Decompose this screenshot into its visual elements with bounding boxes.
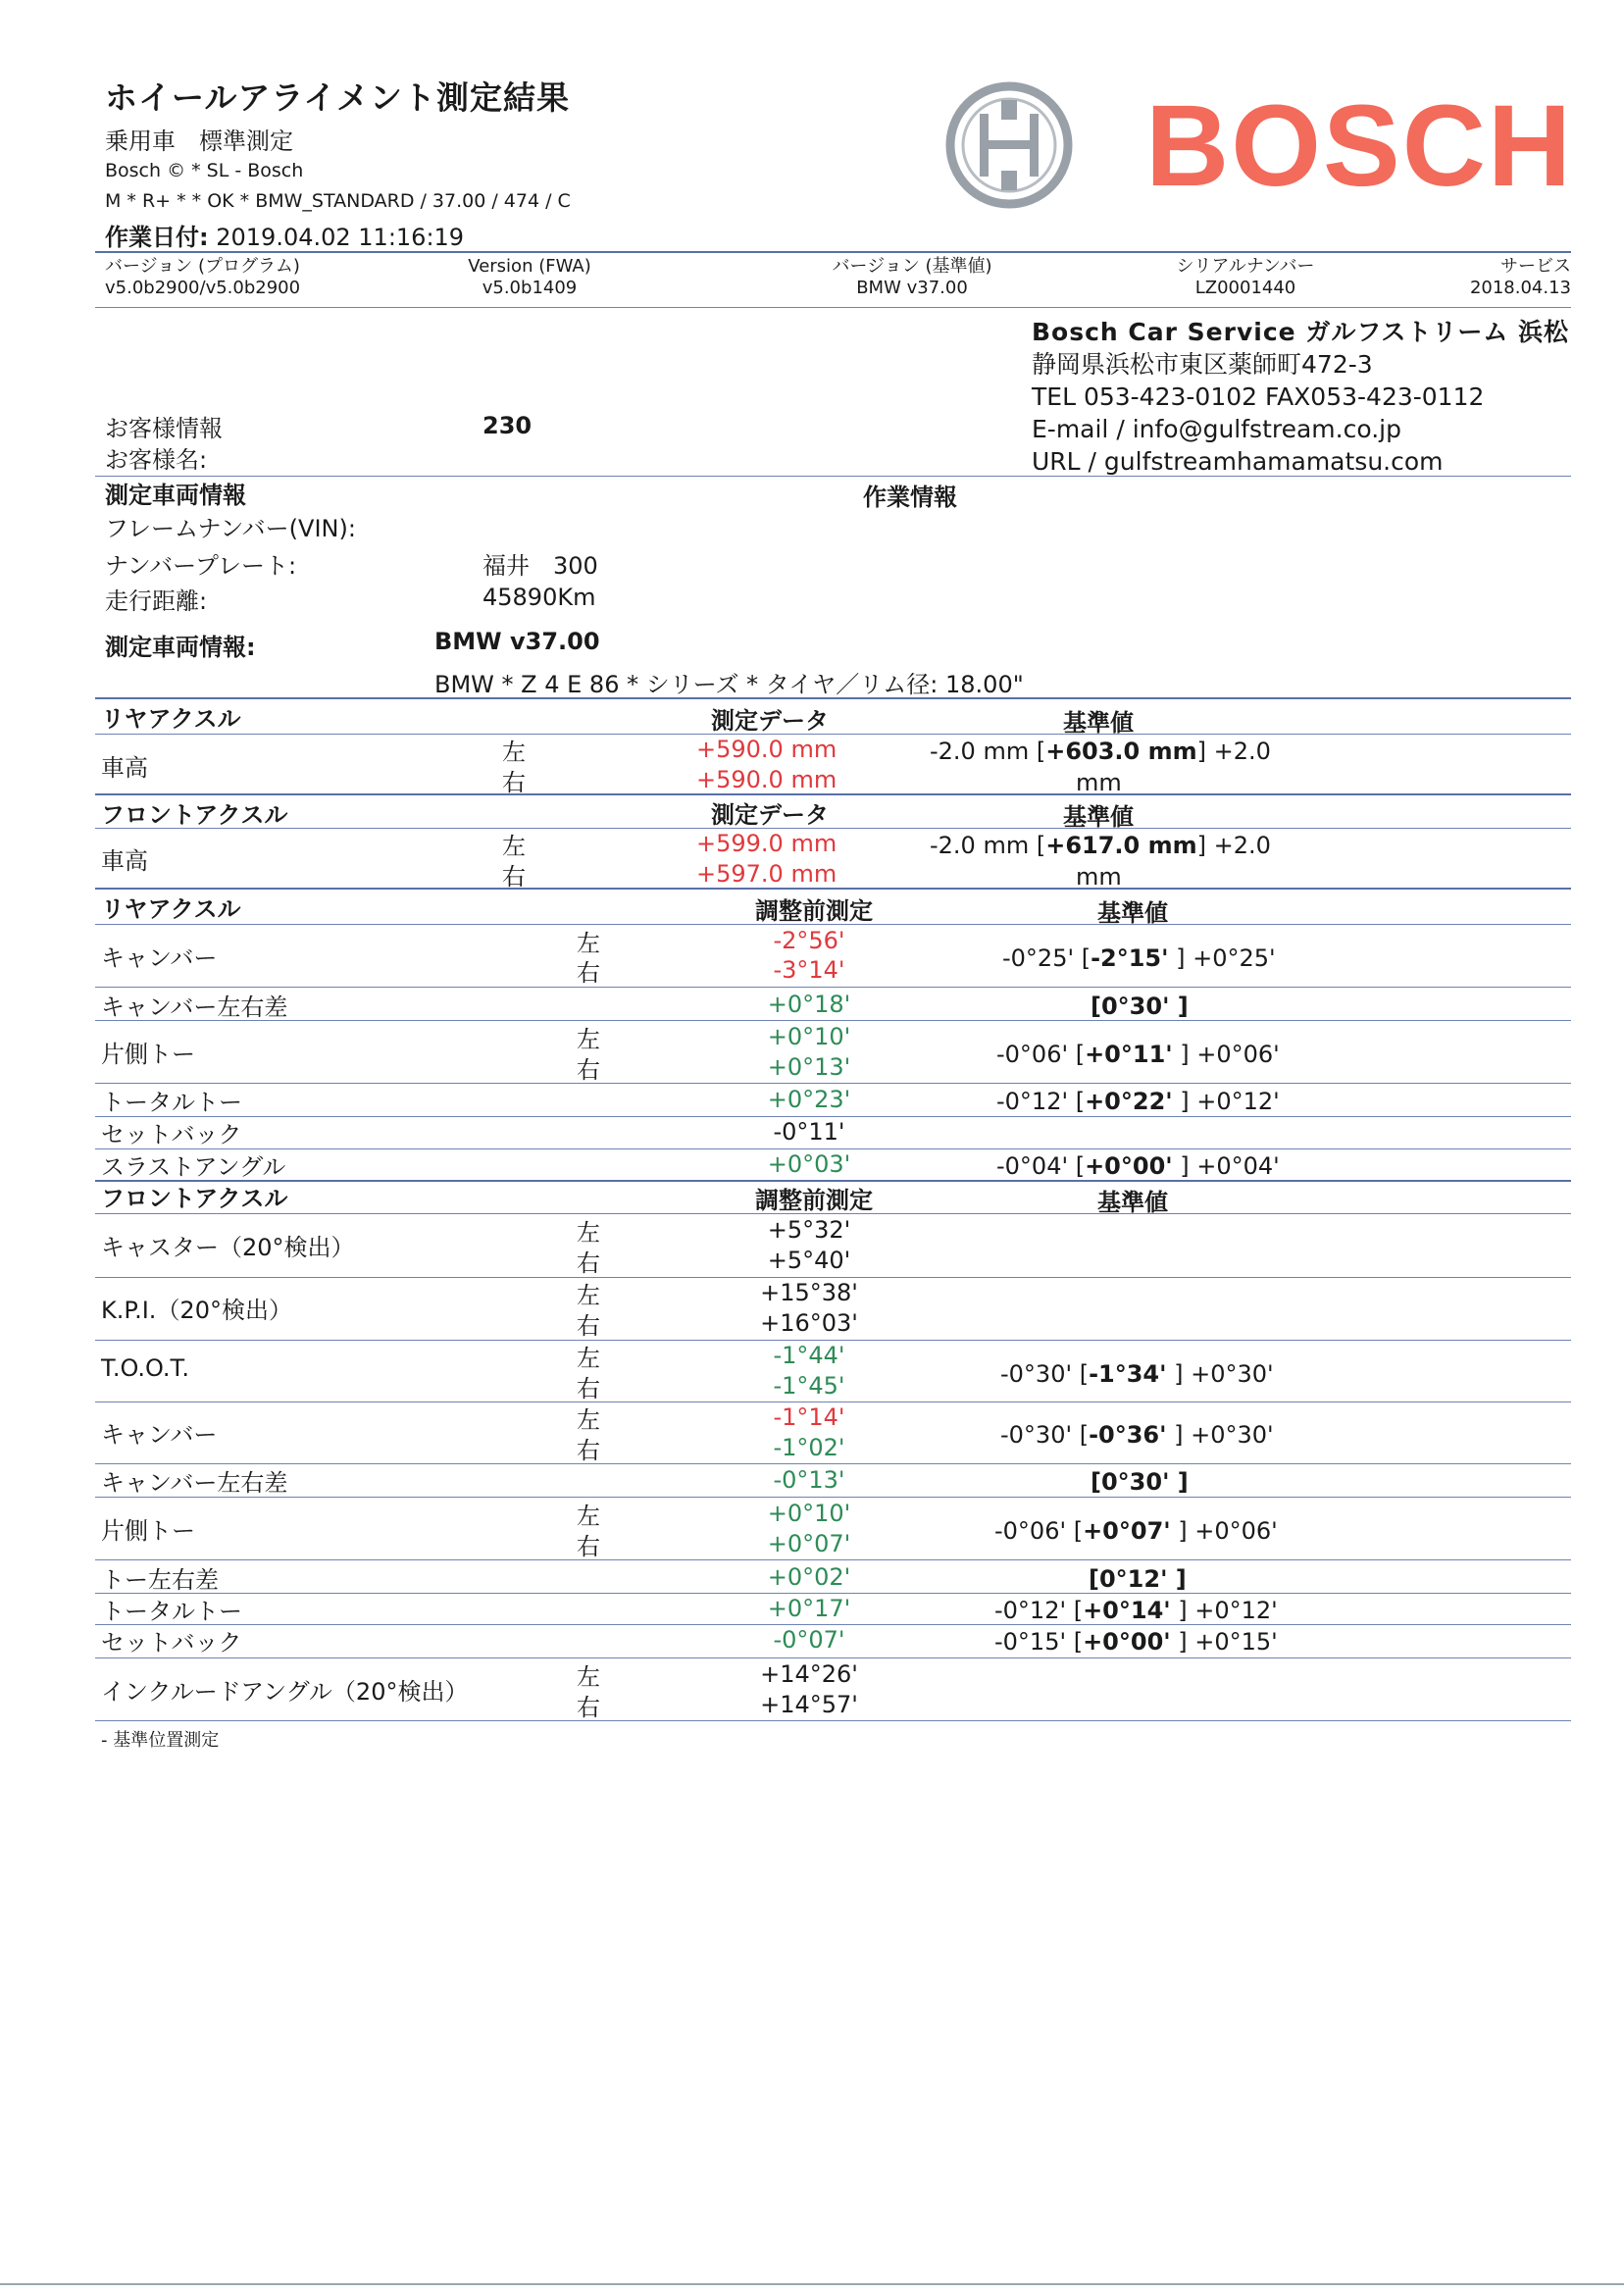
rear-height-top-rule: [95, 697, 1571, 699]
version-standard-value: BMW v37.00: [856, 278, 968, 298]
front-setback-value: -0°07': [773, 1626, 845, 1654]
header-divider: [95, 251, 1571, 253]
customer-info-label: お客様情報: [105, 415, 223, 442]
rear-height-item: 車高: [101, 754, 148, 782]
rear-camber-diff-value: +0°18': [767, 991, 851, 1018]
thrust-angle-label: スラストアングル: [101, 1153, 286, 1181]
toot-std-nominal: -1°34': [1089, 1360, 1167, 1388]
toot-std-post: ] +0°30': [1166, 1360, 1274, 1388]
front-setback-std-pre: -0°15' [: [994, 1628, 1084, 1656]
front-toe-left: +0°10': [767, 1500, 851, 1527]
customer-divider: [95, 476, 1571, 477]
model-detail: BMW * Z 4 E 86 * シリーズ * タイヤ／リム径: 18.00": [434, 671, 1024, 698]
toot-left: -1°44': [773, 1342, 845, 1369]
rear-setback-value: -0°11': [773, 1118, 845, 1146]
rear-toe-std-pre: -0°06' [: [996, 1041, 1086, 1068]
front-height-col-std: 基準値: [1063, 803, 1134, 831]
work-date-label: 作業日付:: [105, 224, 209, 251]
row-rule: [95, 1593, 1571, 1594]
front-height-std-post: ] +2.0: [1196, 832, 1271, 859]
front-total-toe-value: +0°17': [767, 1595, 851, 1622]
meta-line-1: Bosch © * SL - Bosch: [105, 160, 304, 181]
service-date-value: 2018.04.13: [1469, 278, 1571, 298]
version-program-value: v5.0b2900/v5.0b2900: [105, 278, 301, 298]
side-left-label: 左: [577, 1503, 600, 1530]
front-setback-std: [994, 1628, 1278, 1656]
row-rule: [95, 987, 1571, 988]
front-total-toe-label: トータルトー: [101, 1598, 242, 1625]
side-left-label: 左: [577, 930, 600, 957]
included-angle-right: +14°57': [760, 1691, 858, 1718]
shop-name: Bosch Car Service ガルフストリーム 浜松: [1032, 318, 1570, 346]
rear-total-toe-std-post: ] +0°12': [1172, 1088, 1280, 1115]
side-right-label: 右: [577, 1533, 600, 1560]
rear-camber-diff-std: [0°30' ]: [1091, 993, 1189, 1020]
model-label: 測定車両情報:: [105, 634, 256, 661]
rear-toe-right: +0°13': [767, 1053, 851, 1081]
front-camber-left: -1°14': [773, 1403, 845, 1431]
front-total-toe-std-pre: -0°12' [: [994, 1597, 1084, 1624]
front-axle-col-std: 基準値: [1097, 1189, 1168, 1216]
vehicle-section-label: 測定車両情報: [105, 482, 246, 509]
rear-toe-std-nominal: +0°11': [1085, 1041, 1173, 1068]
rear-height-col-measure: 測定データ: [711, 707, 829, 735]
work-date: [105, 218, 464, 252]
shop-info: [1032, 316, 1569, 478]
front-height-std: [930, 832, 1271, 859]
caster-left: +5°32': [767, 1216, 851, 1244]
rear-height-section: リヤアクスル: [101, 705, 241, 733]
side-right-label: 右: [577, 1437, 600, 1464]
rear-camber-left: -2°56': [773, 927, 845, 954]
bosch-armature-logo-icon: [944, 80, 1074, 210]
front-total-toe-std: [994, 1597, 1278, 1624]
side-left-label: 左: [577, 1345, 600, 1372]
side-right-label: 右: [577, 1056, 600, 1084]
serial-number-value: LZ0001440: [1194, 278, 1296, 298]
rear-toe-std-post: ] +0°06': [1172, 1041, 1280, 1068]
front-toe-right: +0°07': [767, 1530, 851, 1557]
row-rule: [95, 1020, 1571, 1021]
row-rule: [95, 1116, 1571, 1117]
rear-axle-section: リヤアクスル: [101, 895, 241, 923]
front-camber-std-nominal: -0°36': [1089, 1421, 1167, 1449]
customer-info-value: 230: [482, 412, 533, 439]
serial-number: [1147, 256, 1344, 299]
table-bottom-rule: [95, 1720, 1571, 1721]
shop-url: URL / gulfstreamhamamatsu.com: [1032, 447, 1444, 476]
version-standard-label: バージョン (基準値): [832, 256, 992, 277]
side-left-label: 左: [502, 739, 526, 766]
report-subtitle: 乗用車 標準測定: [105, 127, 293, 155]
thrust-angle-std-pre: -0°04' [: [996, 1152, 1086, 1180]
front-height-std-unit: mm: [1076, 863, 1122, 891]
front-camber-diff-value: -0°13': [773, 1466, 845, 1494]
side-left-label: 左: [577, 1406, 600, 1434]
front-toe-std-nominal: +0°07': [1083, 1517, 1171, 1545]
rear-height-std-nominal: +603.0 mm: [1045, 738, 1197, 765]
front-camber-std-pre: -0°30' [: [1000, 1421, 1090, 1449]
front-toe-label: 片側トー: [101, 1517, 195, 1545]
version-fwa-label: Version (FWA): [468, 256, 591, 277]
row-rule: [95, 1148, 1571, 1149]
side-right-label: 右: [577, 1694, 600, 1721]
side-left-label: 左: [577, 1282, 600, 1309]
row-rule: [95, 1657, 1571, 1658]
side-right-label: 右: [577, 1312, 600, 1340]
side-right-label: 右: [577, 959, 600, 987]
serial-number-label: シリアルナンバー: [1176, 256, 1315, 277]
shop-address: 静岡県浜松市東区薬師町472-3: [1032, 350, 1373, 379]
toe-diff-std: [0°12' ]: [1089, 1565, 1187, 1593]
front-axle-section: フロントアクスル: [101, 1185, 288, 1212]
rear-axle-col-std: 基準値: [1097, 899, 1168, 927]
service-date: [1461, 256, 1571, 299]
front-axle-col-measure: 調整前測定: [755, 1187, 873, 1214]
work-info-label: 作業情報: [863, 484, 957, 511]
version-fwa: [451, 256, 608, 299]
rear-height-std-post: ] +2.0: [1196, 738, 1271, 765]
toot-std-pre: -0°30' [: [1000, 1360, 1090, 1388]
row-rule: [95, 1497, 1571, 1498]
front-setback-std-post: ] +0°15': [1170, 1628, 1278, 1656]
front-height-header-rule: [95, 828, 1571, 829]
row-rule: [95, 1559, 1571, 1560]
side-right-label: 右: [502, 863, 526, 891]
rear-total-toe-std-nominal: +0°22': [1085, 1088, 1173, 1115]
footnote: - 基準位置測定: [101, 1730, 220, 1751]
included-angle-label: インクルードアングル（20°検出）: [101, 1678, 469, 1706]
front-height-item: 車高: [101, 847, 148, 875]
scan-bottom-edge: [0, 2283, 1624, 2285]
rear-toe-left: +0°10': [767, 1023, 851, 1050]
plate-value: 福井 300: [482, 552, 598, 580]
rear-height-col-std: 基準値: [1063, 709, 1134, 737]
front-toe-std-post: ] +0°06': [1170, 1517, 1278, 1545]
toot-right: -1°45': [773, 1372, 845, 1400]
rear-height-left: +590.0 mm: [696, 736, 837, 763]
front-height-section: フロントアクスル: [101, 801, 288, 829]
front-camber-diff-label: キャンバー左右差: [101, 1469, 288, 1497]
front-height-std-pre: -2.0 mm [: [930, 832, 1046, 859]
front-setback-std-nominal: +0°00': [1083, 1628, 1171, 1656]
row-rule: [95, 1624, 1571, 1625]
side-left-label: 左: [577, 1026, 600, 1053]
included-angle-left: +14°26': [760, 1660, 858, 1688]
version-program-label: バージョン (プログラム): [105, 256, 300, 277]
toot-std: [1000, 1360, 1274, 1388]
front-camber-right: -1°02': [773, 1434, 845, 1461]
rear-total-toe-std: [996, 1088, 1280, 1115]
front-camber-label: キャンバー: [101, 1421, 218, 1449]
side-left-label: 左: [502, 833, 526, 860]
plate-label: ナンバープレート:: [105, 552, 297, 580]
front-toe-std: [994, 1517, 1278, 1545]
rear-height-header-rule: [95, 734, 1571, 735]
rear-setback-label: セットバック: [101, 1121, 242, 1148]
thrust-angle-std-nominal: +0°00': [1085, 1152, 1173, 1180]
rear-axle-col-measure: 調整前測定: [755, 897, 873, 925]
kpi-right: +16°03': [760, 1309, 858, 1337]
caster-label: キャスター（20°検出）: [101, 1234, 355, 1261]
rear-height-right: +590.0 mm: [696, 766, 837, 793]
mileage-value: 45890Km: [482, 584, 596, 611]
work-date-value: 2019.04.02 11:16:19: [208, 224, 465, 251]
thrust-angle-value: +0°03': [767, 1150, 851, 1178]
front-axle-header-rule: [95, 1213, 1571, 1214]
rear-height-std: [930, 738, 1271, 765]
rear-toe-label: 片側トー: [101, 1041, 195, 1068]
side-right-label: 右: [502, 769, 526, 796]
toot-label: T.O.O.T.: [101, 1354, 189, 1382]
row-rule: [95, 1083, 1571, 1084]
side-left-label: 左: [577, 1663, 600, 1691]
version-fwa-value: v5.0b1409: [482, 278, 578, 298]
front-height-right: +597.0 mm: [696, 860, 837, 888]
model-value: BMW v37.00: [434, 628, 600, 655]
toe-diff-label: トー左右差: [101, 1566, 219, 1594]
rear-camber-label: キャンバー: [101, 944, 218, 972]
meta-line-2: M * R+ * * OK * BMW_STANDARD / 37.00 / 474 / C: [105, 190, 571, 212]
front-height-std-nominal: +617.0 mm: [1045, 832, 1197, 859]
front-setback-label: セットバック: [101, 1629, 242, 1657]
rear-height-std-unit: mm: [1076, 769, 1122, 796]
row-rule: [95, 1340, 1571, 1341]
side-right-label: 右: [577, 1375, 600, 1402]
service-date-label: サービス: [1500, 256, 1571, 277]
front-toe-std-pre: -0°06' [: [994, 1517, 1084, 1545]
front-camber-std-post: ] +0°30': [1166, 1421, 1274, 1449]
row-rule: [95, 1463, 1571, 1464]
kpi-left: +15°38': [760, 1279, 858, 1306]
version-program: [105, 256, 300, 299]
kpi-label: K.P.I.（20°検出）: [101, 1297, 292, 1324]
rear-camber-right: -3°14': [773, 956, 845, 984]
front-camber-std: [1000, 1421, 1274, 1449]
rear-camber-std-post: ] +0°25': [1168, 944, 1276, 972]
rear-height-std-pre: -2.0 mm [: [930, 738, 1046, 765]
report-title: ホイールアライメント測定結果: [105, 78, 571, 117]
rear-total-toe-label: トータルトー: [101, 1089, 242, 1116]
rear-toe-std: [996, 1041, 1280, 1068]
shop-email: E-mail / info@gulfstream.co.jp: [1032, 415, 1401, 443]
customer-name-label: お客様名:: [105, 446, 208, 474]
mileage-label: 走行距離:: [105, 587, 208, 615]
thrust-angle-std-post: ] +0°04': [1172, 1152, 1280, 1180]
rear-axle-header-rule: [95, 924, 1571, 925]
caster-right: +5°40': [767, 1247, 851, 1274]
rear-camber-std-nominal: -2°15': [1091, 944, 1169, 972]
front-total-toe-std-nominal: +0°14': [1083, 1597, 1171, 1624]
thrust-angle-std: [996, 1152, 1280, 1180]
side-right-label: 右: [577, 1249, 600, 1277]
rear-total-toe-std-pre: -0°12' [: [996, 1088, 1086, 1115]
version-divider: [95, 307, 1571, 308]
toe-diff-value: +0°02': [767, 1563, 851, 1591]
version-standard: [804, 256, 1020, 299]
rear-camber-diff-label: キャンバー左右差: [101, 994, 288, 1021]
front-total-toe-std-post: ] +0°12': [1170, 1597, 1278, 1624]
brand-wordmark: BOSCH: [1145, 81, 1574, 211]
rear-axle-top-rule: [95, 888, 1571, 890]
row-rule: [95, 1277, 1571, 1278]
front-height-col-measure: 測定データ: [711, 801, 829, 829]
shop-tel: TEL 053-423-0102 FAX053-423-0112: [1032, 382, 1485, 411]
front-camber-diff-std: [0°30' ]: [1091, 1468, 1189, 1496]
vin-label: フレームナンバー(VIN):: [105, 515, 356, 542]
rear-camber-std: [1002, 944, 1276, 972]
side-left-label: 左: [577, 1219, 600, 1247]
front-height-left: +599.0 mm: [696, 830, 837, 857]
rear-camber-std-pre: -0°25' [: [1002, 944, 1091, 972]
rear-total-toe-value: +0°23': [767, 1086, 851, 1113]
